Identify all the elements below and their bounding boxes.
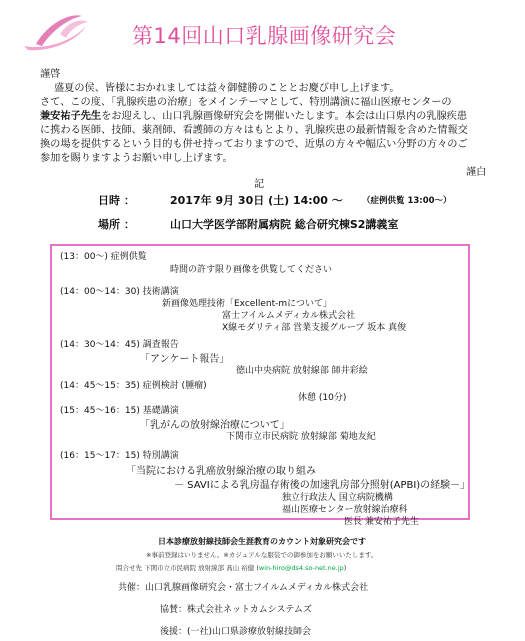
program-detail: 「アンケート報告」 xyxy=(140,354,230,365)
letter-line-5: 換の場を提供するという目的も併せ持っておりますので、近県の方々や幅広い分野の方々のご xyxy=(40,139,468,150)
page-title: 第14回山口乳腺画像研究会 xyxy=(132,24,397,48)
program-time: (14：00～14：30) 技術講演 xyxy=(60,287,179,297)
contact-line: 問合せ先 下関市立市民病院 放射線部 髙山 裕健 (win-hiro@ds4.so-net.ne.jp) xyxy=(116,564,347,572)
greeting: 謹啓 xyxy=(40,69,61,80)
backing-line: 後援：(一社)山口県診療放射線技師会 xyxy=(160,627,312,637)
speaker-name: 兼安祐子先生 xyxy=(40,111,102,122)
contact-email-link[interactable]: win-hiro@ds4.so-net.ne.jp xyxy=(258,564,344,572)
program-time: (14：45～15：35) 症例検討 (腫瘤) xyxy=(60,381,207,391)
letter-line-4: に携わる医師、技師、薬剤師、看護師の方々はもとより、乳腺疾患の最新情報を含めた情報交 xyxy=(40,125,468,136)
program-detail: 休憩 (10分) xyxy=(298,393,347,403)
program-detail: 独立行政法人 国立病院機構 xyxy=(282,493,393,503)
closing: 謹白 xyxy=(466,167,487,178)
ki-mark: 記 xyxy=(254,179,265,190)
program-detail: 徳山中央病院 放射線部 師井彩絵 xyxy=(236,366,368,376)
program-time: (16：15～17：15) 特別講演 xyxy=(60,451,179,461)
support-line: 協賛：株式会社ネットカムシステムズ xyxy=(160,605,312,615)
pink-ribbon-logo xyxy=(16,6,96,58)
letter-line-3: 兼安祐子先生をお迎えし、山口乳腺画像研究会を開催いたします。本会は山口県内の乳腺疾患 xyxy=(40,111,468,122)
sponsor-line: 共催：山口乳腺画像研究会・富士フイルムメディカル株式会社 xyxy=(118,583,369,593)
cpd-notice: 日本診療放射線技師会生涯教育のカウント対象研究会です xyxy=(158,537,366,546)
letter-line-2: さて、この度、「乳腺疾患の治療」をメインテーマとして、特別講演に福山医療センターの xyxy=(40,97,452,108)
place-label: 場所 ： xyxy=(98,218,135,231)
program-detail: 「乳がんの放射線治療について」 xyxy=(140,420,290,431)
program-detail: 下関市立市民病院 放射線部 菊地友紀 xyxy=(226,432,376,442)
attendance-note: ※事前登録はいりません。※カジュアルな服装での御参加をお願いいたします。 xyxy=(146,551,378,559)
program-detail: 新画像処理技術「Excellent-mについて」 xyxy=(162,299,332,309)
letter-line-1: 盛夏の侯、皆様におかれましては益々御健勝のこととお慶び申し上げます。 xyxy=(54,83,400,94)
program-detail: X線モダリティ部 営業支援グループ 坂本 真俊 xyxy=(222,323,407,333)
program-detail: 時間の許す限り画像を供覧してください xyxy=(170,265,333,275)
program-time: (13：00～) 症例供覧 xyxy=(60,252,147,262)
letter-line-6: 参加を賜りますようお願い申し上げます。 xyxy=(40,153,233,164)
program-time: (14：30～14：45) 調査報告 xyxy=(60,340,179,350)
place-value: 山口大学医学部附属病院 総合研究棟S2講義室 xyxy=(170,218,399,231)
date-note: （症例供覧 13:00～） xyxy=(362,196,452,206)
date-label: 日時 ： xyxy=(98,194,135,207)
program-detail: 富士フイルムメディカル株式会社 xyxy=(222,311,356,321)
program-detail: 福山医療センター放射線治療科 xyxy=(282,505,408,515)
date-value: 2017年 9月 30日 (土) 14:00 ～ xyxy=(170,194,343,207)
program-detail: － SAVIによる乳房温存術後の加速乳房部分照射(APBI)の経験－」 xyxy=(174,480,471,491)
program-time: (15：45～16：15) 基礎講演 xyxy=(60,406,179,416)
program-detail: 「当院における乳癌放射線治療の取り組み xyxy=(126,466,316,477)
program-detail: 医長 兼安祐子先生 xyxy=(344,517,419,527)
